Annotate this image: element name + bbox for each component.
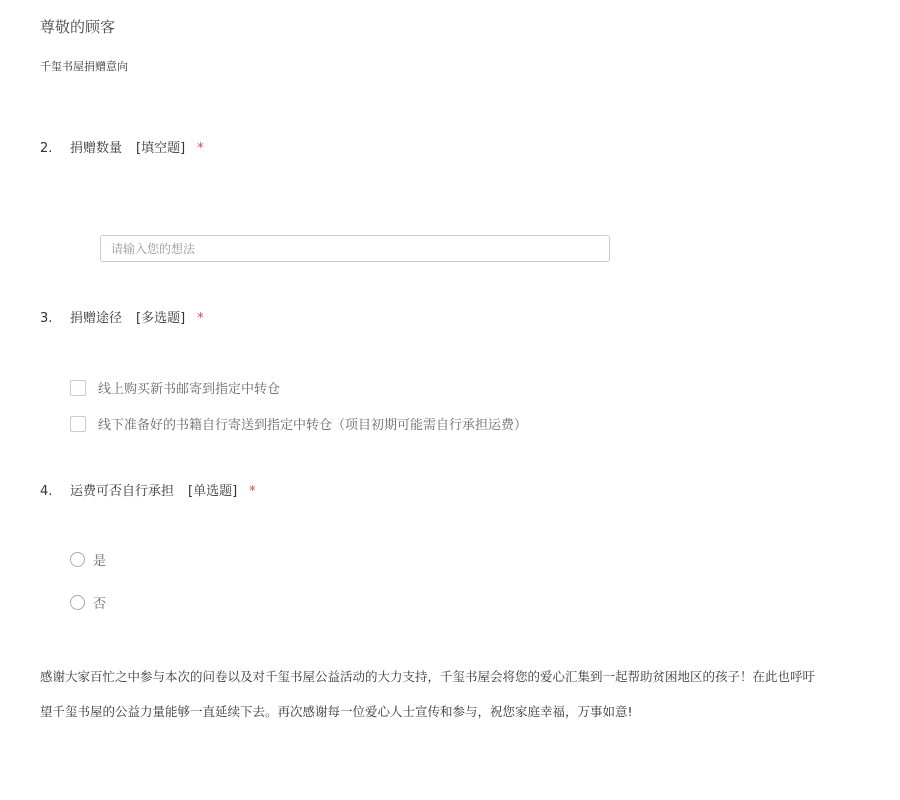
greeting-title: 尊敬的顾客 xyxy=(40,18,116,36)
question-type: [多选题] xyxy=(136,311,186,326)
question-number: 2. xyxy=(40,141,53,156)
question-3-title xyxy=(40,307,204,326)
checkbox[interactable] xyxy=(70,380,86,396)
donation-method-option-online[interactable] xyxy=(70,378,280,397)
question-2-title xyxy=(40,137,204,156)
required-marker: * xyxy=(197,311,204,326)
question-4-title xyxy=(40,480,256,499)
option-label: 线下准备好的书籍自行寄送到指定中转仓（项目初期可能需自行承担运费） xyxy=(98,418,528,433)
question-number: 3. xyxy=(40,311,53,326)
question-number: 4. xyxy=(40,484,53,499)
required-marker: * xyxy=(197,141,204,156)
checkbox[interactable] xyxy=(70,416,86,432)
closing-text-line-2: 望千玺书屋的公益力量能够一直延续下去。再次感谢每一位爱心人士宣传和参与，祝您家庭幸福，万事如意! xyxy=(40,704,633,719)
radio-button[interactable] xyxy=(70,552,85,567)
question-type: [单选题] xyxy=(188,484,238,499)
option-label: 是 xyxy=(93,554,107,569)
donation-quantity-input[interactable] xyxy=(100,235,610,262)
shipping-option-yes[interactable] xyxy=(70,550,106,569)
required-marker: * xyxy=(249,484,256,499)
option-label: 线上购买新书邮寄到指定中转仓 xyxy=(98,382,281,397)
question-text: 捐赠数量 xyxy=(70,141,123,156)
closing-text-line-1: 感谢大家百忙之中参与本次的问卷以及对千玺书屋公益活动的大力支持，千玺书屋会将您的爱心汇集到一起帮助贫困地区的孩子！在此也呼吁 xyxy=(40,669,816,684)
question-text: 捐赠途径 xyxy=(70,311,123,326)
shipping-option-no[interactable] xyxy=(70,593,106,612)
donation-method-option-offline[interactable] xyxy=(70,414,527,433)
question-text: 运费可否自行承担 xyxy=(70,484,175,499)
radio-button[interactable] xyxy=(70,595,85,610)
survey-subtitle: 千玺书屋捐赠意向 xyxy=(40,60,128,73)
option-label: 否 xyxy=(93,597,107,612)
question-type: [填空题] xyxy=(136,141,186,156)
